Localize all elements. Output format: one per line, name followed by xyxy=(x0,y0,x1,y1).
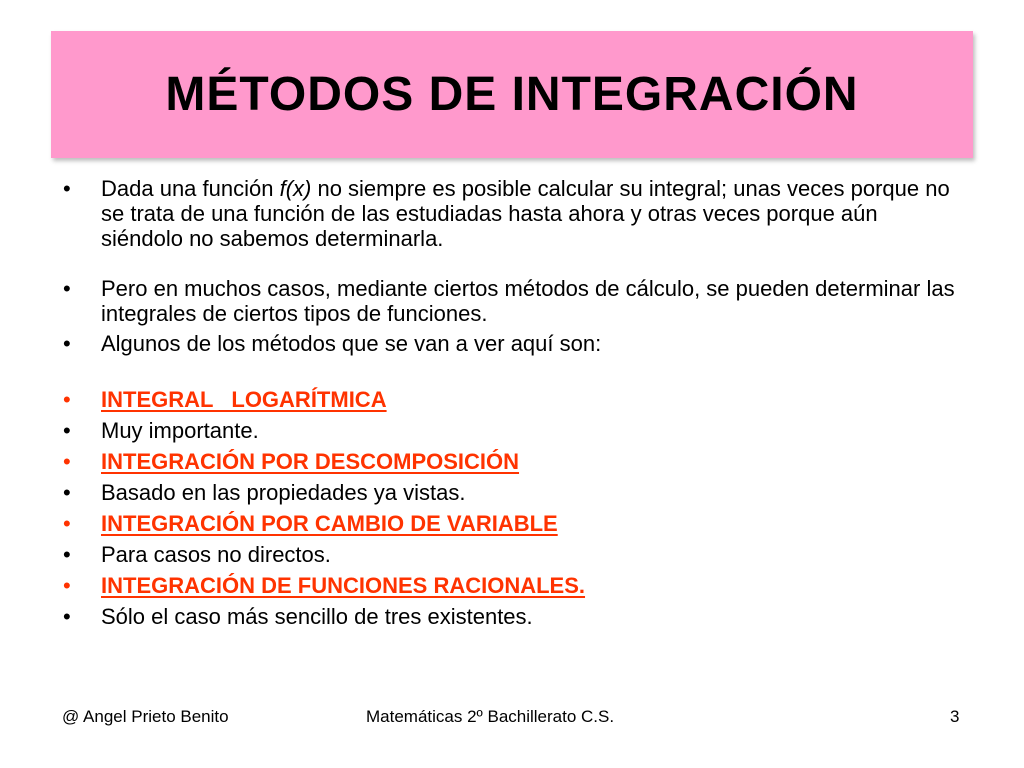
bullet-item-description xyxy=(57,604,957,629)
bullet-text: Muy importante. xyxy=(101,418,259,443)
method-link-logaritmica[interactable]: INTEGRAL LOGARÍTMICA xyxy=(101,387,387,412)
bullet-text: Sólo el caso más sencillo de tres existentes. xyxy=(101,604,533,629)
bullet-item-methods-intro xyxy=(57,331,957,356)
bullet-marker: • xyxy=(63,176,71,201)
bullet-marker: • xyxy=(63,387,71,412)
method-link-descomposicion[interactable]: INTEGRACIÓN POR DESCOMPOSICIÓN xyxy=(101,449,520,474)
bullet-marker: • xyxy=(63,480,71,505)
footer-course: Matemáticas 2º Bachillerato C.S. xyxy=(366,707,615,726)
method-link-funciones-racionales[interactable]: INTEGRACIÓN DE FUNCIONES RACIONALES. xyxy=(101,573,586,598)
bullet-text: Para casos no directos. xyxy=(101,542,331,567)
bullet-marker: • xyxy=(63,331,71,356)
bullet-list xyxy=(57,176,957,629)
bullet-marker: • xyxy=(63,604,71,629)
bullet-item-description xyxy=(57,480,957,505)
bullet-marker: • xyxy=(63,276,71,301)
bullet-marker: • xyxy=(63,573,71,598)
bullet-text-part: Dada una función xyxy=(101,176,280,201)
bullet-text: Pero en muchos casos, mediante ciertos métodos de cálculo, se pueden determinar las integrales de ciertos tipos de funciones. xyxy=(101,276,955,326)
method-descomposicion[interactable] xyxy=(57,449,957,474)
method-logaritmica[interactable] xyxy=(57,387,957,412)
bullet-item-methods-possible xyxy=(57,276,957,326)
bullet-marker: • xyxy=(63,418,71,443)
bullet-marker: • xyxy=(63,511,71,536)
method-funciones-racionales[interactable] xyxy=(57,573,957,598)
bullet-item-description xyxy=(57,418,957,443)
footer-page-number: 3 xyxy=(950,707,960,726)
footer-author: @ Angel Prieto Benito xyxy=(62,707,229,726)
slide-title: MÉTODOS DE INTEGRACIÓN xyxy=(165,68,859,121)
bullet-item-description xyxy=(57,542,957,567)
method-cambio-variable[interactable] xyxy=(57,511,957,536)
bullet-text: Basado en las propiedades ya vistas. xyxy=(101,480,466,505)
bullet-text-part: no siempre es posible calcular su integral; unas veces porque no se trata de una función de las estudiadas hasta ahora y otras veces porque aún siéndolo no sabemos determinarla. xyxy=(101,176,950,251)
bullet-marker: • xyxy=(63,449,71,474)
bullet-marker: • xyxy=(63,542,71,567)
function-notation: f(x) xyxy=(279,176,312,201)
bullet-text: Algunos de los métodos que se van a ver aquí son: xyxy=(101,331,602,356)
title-banner xyxy=(51,31,973,158)
bullet-item-intro xyxy=(57,176,957,251)
method-link-cambio-variable[interactable]: INTEGRACIÓN POR CAMBIO DE VARIABLE xyxy=(101,511,558,536)
bullet-text xyxy=(101,176,957,251)
